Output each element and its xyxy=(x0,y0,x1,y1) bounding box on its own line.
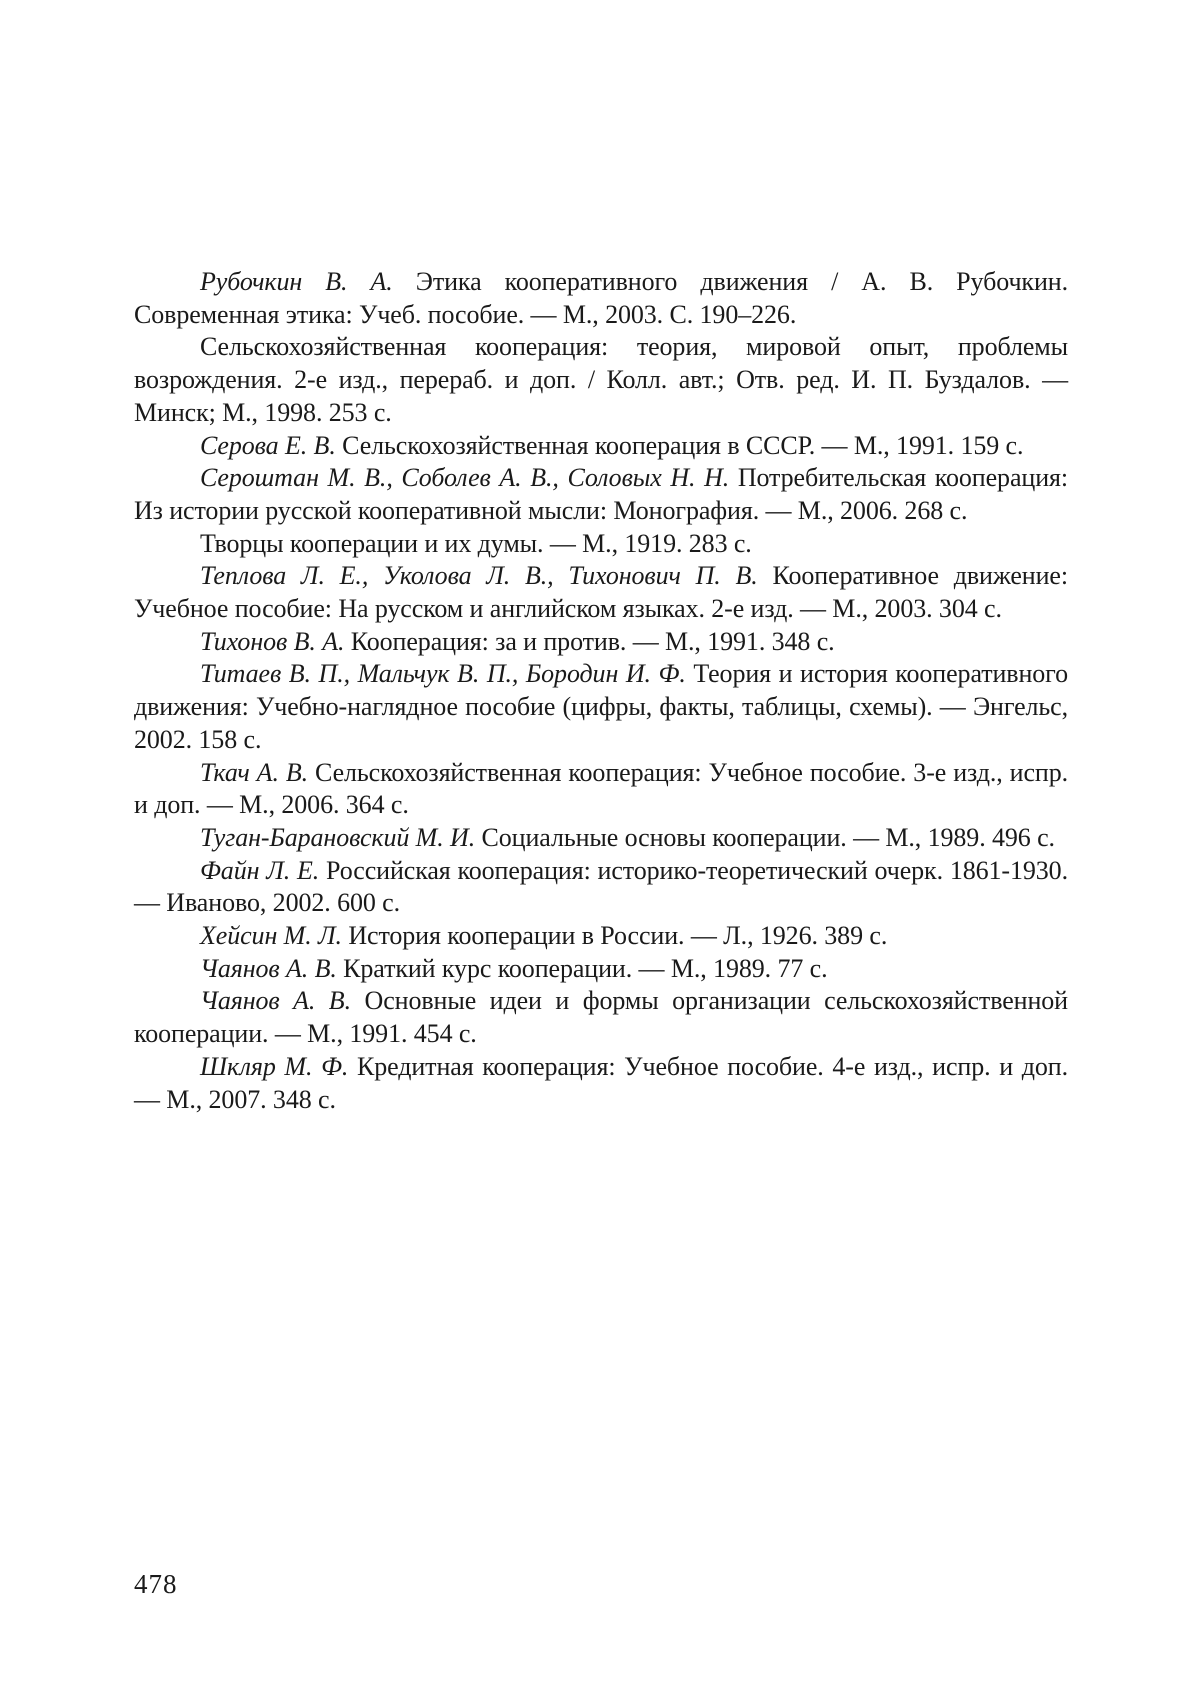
entry-author: Титаев В. П., Мальчук В. П., Бородин И. Ф. xyxy=(200,659,686,689)
entry-text: Этика кооперативного движения / А. В. Рубочкин. Современная этика: Учеб. пособие. — М., 2003. С. 190–226. xyxy=(134,267,1068,329)
entry-text: Творцы кооперации и их думы. — М., 1919. 283 с. xyxy=(200,528,752,558)
bibliography-list xyxy=(134,266,1068,1116)
entry-author: Серова Е. В. xyxy=(200,430,336,460)
entry-text: Кредитная кооперация: Учебное пособие. 4-е изд., испр. и доп. — М., 2007. 348 с. xyxy=(134,1051,1068,1114)
entry-text: История кооперации в России. — Л., 1926. 389 с. xyxy=(348,921,888,951)
entry-text: Российская кооперация: историко-теоретический очерк. 1861-1930. — Иваново, 2002. 600 с. xyxy=(134,855,1068,918)
bibliography-entry xyxy=(134,757,1068,822)
entry-author: Сероштан М. В., Соболев А. В., Соловых Н. Н. xyxy=(200,463,730,493)
bibliography-entry xyxy=(134,626,1068,659)
entry-author: Тихонов В. А. xyxy=(200,626,345,656)
entry-text: Теория и история кооперативного движения: Учебно-наглядное пособие (цифры, факты, таблицы, схемы). — Энгельс, 2002. 158 с. xyxy=(134,659,1068,754)
entry-author: Хейсин М. Л. xyxy=(200,921,342,951)
bibliography-entry xyxy=(134,822,1068,855)
entry-text: Социальные основы кооперации. — М., 1989. 496 с. xyxy=(481,822,1055,852)
entry-text: Кооперативное движение: Учебное пособие: На русском и английском языках. 2-е изд. — М., 2003. 304 с. xyxy=(134,561,1068,624)
bibliography-entry xyxy=(134,658,1068,756)
bibliography-entry xyxy=(134,462,1068,527)
entry-text: Основные идеи и формы организации сельскохозяйственной кооперации. — М., 1991. 454 с. xyxy=(134,986,1068,1049)
entry-author: Файн Л. Е. xyxy=(200,855,320,885)
bibliography-entry xyxy=(134,266,1068,331)
bibliography-entry xyxy=(134,920,1068,953)
entry-author: Туган-Барановский М. И. xyxy=(200,822,476,852)
entry-author: Теплова Л. Е., Уколова Л. В., Тихонович П. В. xyxy=(200,561,758,591)
bibliography-entry xyxy=(134,528,1068,561)
bibliography-entry xyxy=(134,1051,1068,1116)
bibliography-entry xyxy=(134,855,1068,920)
bibliography-entry xyxy=(134,953,1068,986)
bibliography-entry xyxy=(134,560,1068,625)
entry-text: Сельскохозяйственная кооперация: Учебное пособие. 3-е изд., испр. и доп. — М., 2006. 364 с. xyxy=(134,757,1068,820)
entry-text: Краткий курс кооперации. — М., 1989. 77 с. xyxy=(343,953,828,983)
entry-author: Рубочкин В. А. xyxy=(200,267,393,296)
bibliography-entry xyxy=(134,430,1068,463)
entry-text: Кооперация: за и против. — М., 1991. 348 с. xyxy=(350,626,835,656)
bibliography-entry xyxy=(134,985,1068,1050)
page-number: 478 xyxy=(134,1569,178,1599)
entry-text: Сельскохозяйственная кооперация в СССР. — М., 1991. 159 с. xyxy=(342,430,1024,460)
entry-author: Чаянов А. В. xyxy=(200,953,337,983)
entry-text: Потребительская кооперация: Из истории русской кооперативной мысли: Монография. — М., 2006. 268 с. xyxy=(134,463,1069,525)
entry-author: Чаянов А. В. xyxy=(200,986,351,1016)
entry-text: Сельскохозяйственная кооперация: теория, мировой опыт, проблемы возрождения. 2-е изд., перераб. и доп. / Колл. авт.; Отв. ред. И. П. Буздалов. — Минск; М., 1998. 253 с. xyxy=(134,332,1068,427)
entry-author: Ткач А. В. xyxy=(200,757,309,787)
entry-author: Шкляр М. Ф. xyxy=(200,1051,349,1081)
bibliography-entry xyxy=(134,331,1068,429)
